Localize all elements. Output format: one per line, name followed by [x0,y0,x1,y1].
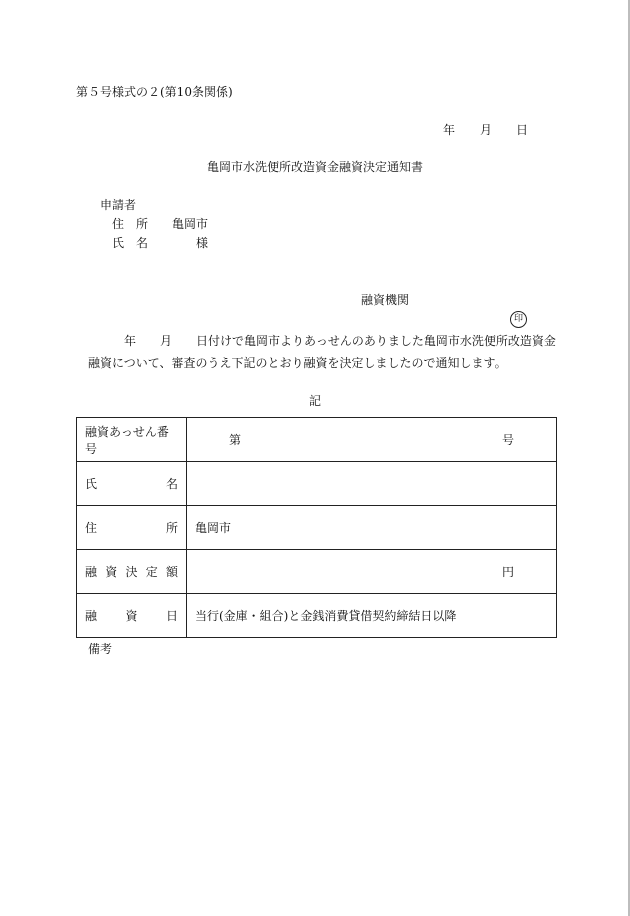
row-label-loan-number: 融資あっせん番号 [77,418,187,462]
ki-label: 記 [308,394,321,408]
date-month: 月 [480,123,493,137]
table-row [77,594,557,638]
table-row [77,550,557,594]
table-row [77,418,557,462]
table-row [77,462,557,506]
row-label-loan-amount: 融 資 決 定 額 [77,550,187,594]
address-value: 亀岡市 [172,217,209,231]
row-value-address: 亀岡市 [187,506,557,550]
body-month: 月 [160,334,173,348]
row-value-name [187,462,557,506]
row-value-loan-amount [187,550,557,594]
body-line2: 融資について、審査のうえ下記のとおり融資を決定しましたので通知します。 [88,356,507,370]
loan-details-table [76,417,557,638]
address-label: 住 所 [112,217,149,231]
loan-number-suffix: 号 [501,433,514,447]
name-label: 氏 名 [112,236,149,250]
lender-label: 融資機関 [361,293,410,307]
table-row [77,506,557,550]
remarks-label: 備考 [88,642,113,656]
row-label-name: 氏 名 [77,462,187,506]
form-number: 第５号様式の２(第10条関係) [76,85,233,99]
row-value-loan-number [187,418,557,462]
row-label-address: 住 所 [77,506,187,550]
body-line1: 日付けで亀岡市よりあっせんのありました亀岡市水洗便所改造資金 [196,334,556,348]
seal-mark: 印 [510,311,527,328]
document-title: 亀岡市水洗便所改造資金融資決定通知書 [206,160,423,174]
row-value-loan-date: 当行(金庫・組合)と金銭消費貸借契約締結日以降 [187,594,557,638]
loan-number-prefix: 第 [229,433,242,447]
applicant-heading: 申請者 [100,198,137,212]
row-label-loan-date: 融 資 日 [77,594,187,638]
name-suffix: 様 [196,236,209,250]
body-year: 年 [124,334,137,348]
date-day: 日 [516,123,529,137]
date-year: 年 [443,123,456,137]
amount-suffix: 円 [501,565,514,579]
